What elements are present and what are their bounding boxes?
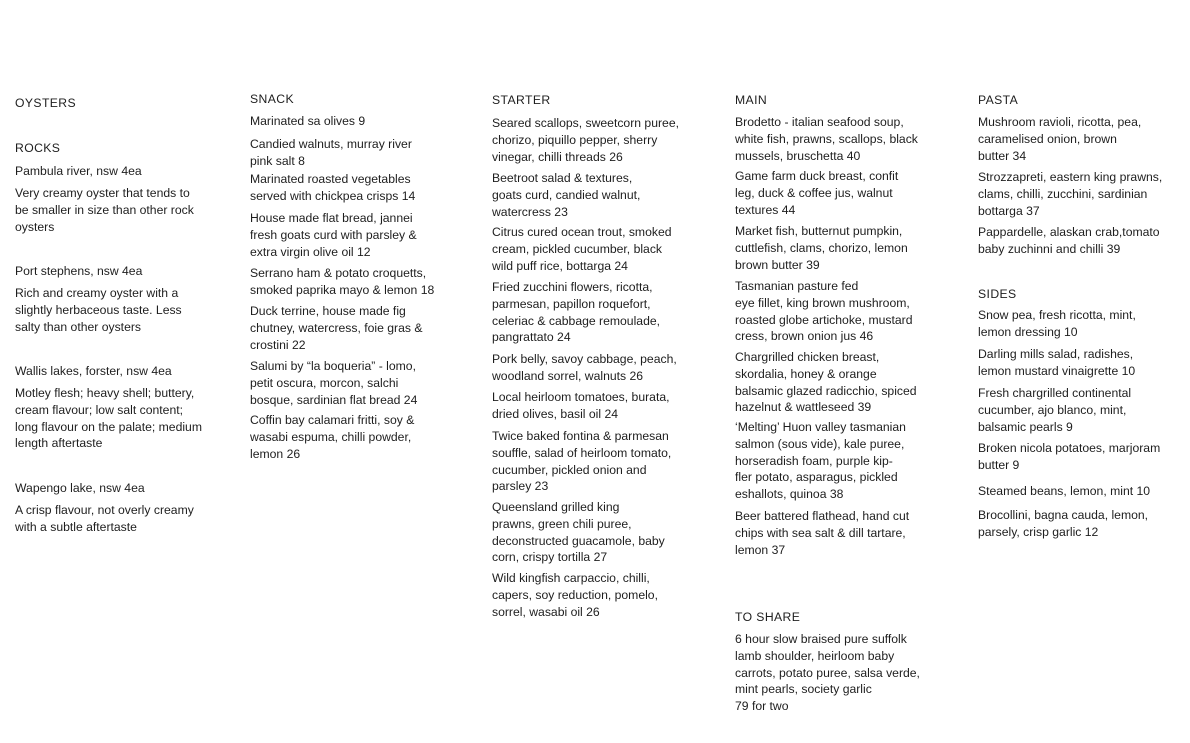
menu-item: Salumi by “la boqueria” - lomo, petit oscura, morcon, salchi bosque, sardinian flat bread 24 bbox=[250, 359, 418, 407]
main-heading: MAIN bbox=[735, 93, 768, 107]
oyster-name: Wapengo lake, nsw 4ea bbox=[15, 481, 145, 495]
menu-item: Fresh chargrilled continental cucumber, ajo blanco, mint, balsamic pearls 9 bbox=[978, 386, 1132, 434]
menu-item: Citrus cured ocean trout, smoked cream, pickled cucumber, black wild puff rice, bottarga 24 bbox=[492, 225, 672, 273]
menu-item: Local heirloom tomatoes, burata, dried olives, basil oil 24 bbox=[492, 390, 670, 421]
snack-heading: SNACK bbox=[250, 92, 294, 106]
menu-item: Steamed beans, lemon, mint 10 bbox=[978, 484, 1151, 498]
oyster-description: Very creamy oyster that tends to be smaller in size than other rock oysters bbox=[15, 186, 194, 234]
menu-item: Chargrilled chicken breast, skordalia, honey & orange balsamic glazed radicchio, spiced hazelnut & wattleseed 39 bbox=[735, 350, 917, 415]
menu-item: Queensland grilled king prawns, green chili puree, deconstructed guacamole, baby corn, crispy tortilla 27 bbox=[492, 500, 665, 565]
menu-item: Broken nicola potatoes, marjoram butter 9 bbox=[978, 441, 1161, 472]
menu-item: Market fish, butternut pumpkin, cuttlefish, clams, chorizo, lemon brown butter 39 bbox=[735, 224, 908, 272]
menu-item: Seared scallops, sweetcorn puree, chorizo, piquillo pepper, sherry vinegar, chilli threads 26 bbox=[492, 116, 679, 164]
menu-item: Fried zucchini flowers, ricotta, parmesan, papillon roquefort, celeriac & cabbage remoulade, pangrattato 24 bbox=[492, 280, 661, 345]
oyster-description: Rich and creamy oyster with a slightly herbaceous taste. Less salty than other oysters bbox=[15, 286, 182, 334]
menu-item: 6 hour slow braised pure suffolk lamb shoulder, heirloom baby carrots, potato puree, salsa verde, mint pearls, society garlic 79 for two bbox=[735, 632, 920, 714]
menu-item: Candied walnuts, murray river pink salt 8 bbox=[250, 137, 412, 168]
menu-item: Strozzapreti, eastern king prawns, clams, chilli, zucchini, sardinian bottarga 37 bbox=[978, 170, 1163, 218]
oysters-heading: OYSTERS bbox=[15, 96, 77, 110]
menu-item: Snow pea, fresh ricotta, mint, lemon dressing 10 bbox=[978, 308, 1136, 339]
menu-item: Duck terrine, house made fig chutney, watercress, foie gras & crostini 22 bbox=[250, 304, 423, 352]
menu-item: House made flat bread, jannei fresh goats curd with parsley & extra virgin olive oil 12 bbox=[250, 211, 417, 259]
menu-item: Twice baked fontina & parmesan souffle, salad of heirloom tomato, cucumber, pickled onion and parsley 23 bbox=[492, 429, 672, 494]
menu-item: Wild kingfish carpaccio, chilli, capers, soy reduction, pomelo, sorrel, wasabi oil 26 bbox=[492, 571, 658, 619]
oyster-description: Motley flesh; heavy shell; buttery, cream flavour; low salt content; long flavour on the palate; medium length aftertaste bbox=[15, 386, 202, 451]
to-share-heading: TO SHARE bbox=[735, 610, 801, 624]
menu-item: Coffin bay calamari fritti, soy & wasabi espuma, chilli powder, lemon 26 bbox=[250, 413, 415, 461]
sides-heading: SIDES bbox=[978, 287, 1017, 301]
menu-item: Tasmanian pasture fed eye fillet, king brown mushroom, roasted globe artichoke, mustard cress, brown onion jus 46 bbox=[735, 279, 913, 344]
oyster-description: A crisp flavour, not overly creamy with a subtle aftertaste bbox=[15, 503, 194, 534]
menu-item: Game farm duck breast, confit leg, duck & coffee jus, walnut textures 44 bbox=[735, 169, 899, 217]
oyster-name: Port stephens, nsw 4ea bbox=[15, 264, 143, 278]
menu-item: Beetroot salad & textures, goats curd, candied walnut, watercress 23 bbox=[492, 171, 641, 219]
menu-item: Marinated sa olives 9 bbox=[250, 114, 366, 128]
menu-item: Pappardelle, alaskan crab,tomato baby zuchinni and chilli 39 bbox=[978, 225, 1160, 256]
menu-item: Pork belly, savoy cabbage, peach, woodland sorrel, walnuts 26 bbox=[492, 352, 677, 383]
oyster-name: Wallis lakes, forster, nsw 4ea bbox=[15, 364, 172, 378]
rocks-subheading: ROCKS bbox=[15, 141, 61, 155]
menu-item: Beer battered flathead, hand cut chips with sea salt & dill tartare, lemon 37 bbox=[735, 509, 910, 557]
menu-item: Mushroom ravioli, ricotta, pea, caramelised onion, brown butter 34 bbox=[978, 115, 1142, 163]
menu-item: Brodetto - italian seafood soup, white fish, prawns, scallops, black mussels, bruschetta 40 bbox=[735, 115, 918, 163]
menu-item: Serrano ham & potato croquetts, smoked paprika mayo & lemon 18 bbox=[250, 266, 435, 297]
menu-item: Darling mills salad, radishes, lemon mustard vinaigrette 10 bbox=[978, 347, 1136, 378]
pasta-heading: PASTA bbox=[978, 93, 1019, 107]
menu-item: ‘Melting’ Huon valley tasmanian salmon (sous vide), kale puree, horseradish foam, purple kip- fler potato, asparagus, pickled eshallots, quinoa 38 bbox=[735, 420, 906, 502]
oyster-name: Pambula river, nsw 4ea bbox=[15, 164, 142, 178]
starter-heading: STARTER bbox=[492, 93, 551, 107]
menu-item: Marinated roasted vegetables served with chickpea crisps 14 bbox=[250, 172, 416, 203]
menu-item: Brocollini, bagna cauda, lemon, parsely, crisp garlic 12 bbox=[978, 508, 1149, 539]
